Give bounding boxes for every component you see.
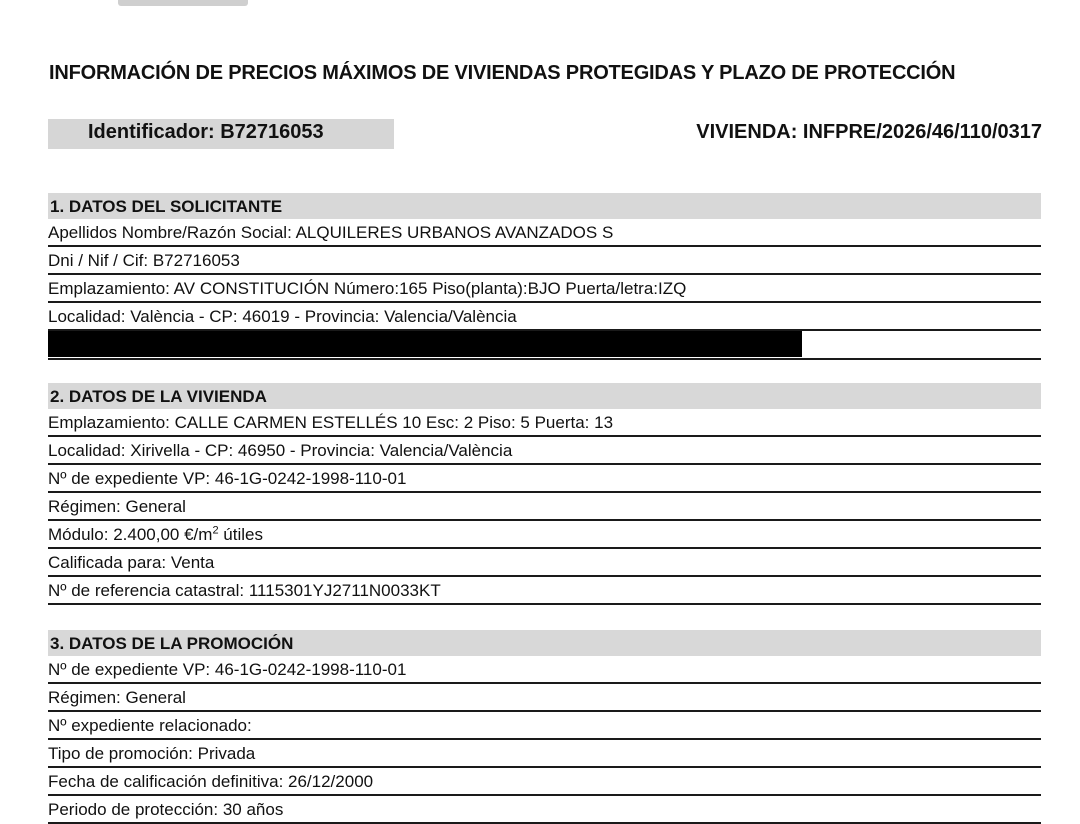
field-redacted xyxy=(48,331,1041,360)
field-tipo-promocion: Tipo de promoción: Privada xyxy=(48,740,1041,768)
field-calificada: Calificada para: Venta xyxy=(48,549,1041,577)
field-regimen: Régimen: General xyxy=(48,684,1041,712)
field-apellidos: Apellidos Nombre/Razón Social: ALQUILERES URBANOS AVANZADOS S xyxy=(48,219,1041,247)
section-header: 1. DATOS DEL SOLICITANTE xyxy=(48,193,1041,219)
field-expediente: Nº de expediente VP: 46-1G-0242-1998-110-01 xyxy=(48,656,1041,684)
field-localidad: Localidad: Xirivella - CP: 46950 - Provincia: Valencia/València xyxy=(48,437,1041,465)
field-expediente-relacionado: Nº expediente relacionado: xyxy=(48,712,1041,740)
section-header: 3. DATOS DE LA PROMOCIÓN xyxy=(48,630,1041,656)
section-datos-vivienda xyxy=(48,383,1041,605)
modulo-superscript: 2 xyxy=(212,524,219,537)
modulo-suffix: útiles xyxy=(218,525,263,544)
modulo-prefix: Módulo: 2.400,00 €/m xyxy=(48,525,213,544)
section-header: 2. DATOS DE LA VIVIENDA xyxy=(48,383,1041,409)
field-emplazamiento: Emplazamiento: CALLE CARMEN ESTELLÉS 10 Esc: 2 Piso: 5 Puerta: 13 xyxy=(48,409,1041,437)
field-localidad: Localidad: València - CP: 46019 - Provincia: Valencia/València xyxy=(48,303,1041,331)
document-title: INFORMACIÓN DE PRECIOS MÁXIMOS DE VIVIENDAS PROTEGIDAS Y PLAZO DE PROTECCIÓN xyxy=(49,62,956,84)
section-datos-promocion xyxy=(48,630,1041,824)
header-logo-fragment xyxy=(118,0,248,6)
redaction-bar xyxy=(48,331,802,357)
field-expediente: Nº de expediente VP: 46-1G-0242-1998-110-01 xyxy=(48,465,1041,493)
field-fecha-calificacion: Fecha de calificación definitiva: 26/12/2000 xyxy=(48,768,1041,796)
field-catastral: Nº de referencia catastral: 1115301YJ2711N0033KT xyxy=(48,577,1041,605)
field-regimen: Régimen: General xyxy=(48,493,1041,521)
field-modulo xyxy=(48,521,1041,549)
field-emplazamiento: Emplazamiento: AV CONSTITUCIÓN Número:165 Piso(planta):BJO Puerta/letra:IZQ xyxy=(48,275,1041,303)
field-periodo-proteccion: Periodo de protección: 30 años xyxy=(48,796,1041,824)
section-datos-solicitante xyxy=(48,193,1041,360)
field-dni: Dni / Nif / Cif: B72716053 xyxy=(48,247,1041,275)
vivienda-reference: VIVIENDA: INFPRE/2026/46/110/0317 xyxy=(696,121,1042,143)
identifier-text: Identificador: B72716053 xyxy=(88,121,324,143)
